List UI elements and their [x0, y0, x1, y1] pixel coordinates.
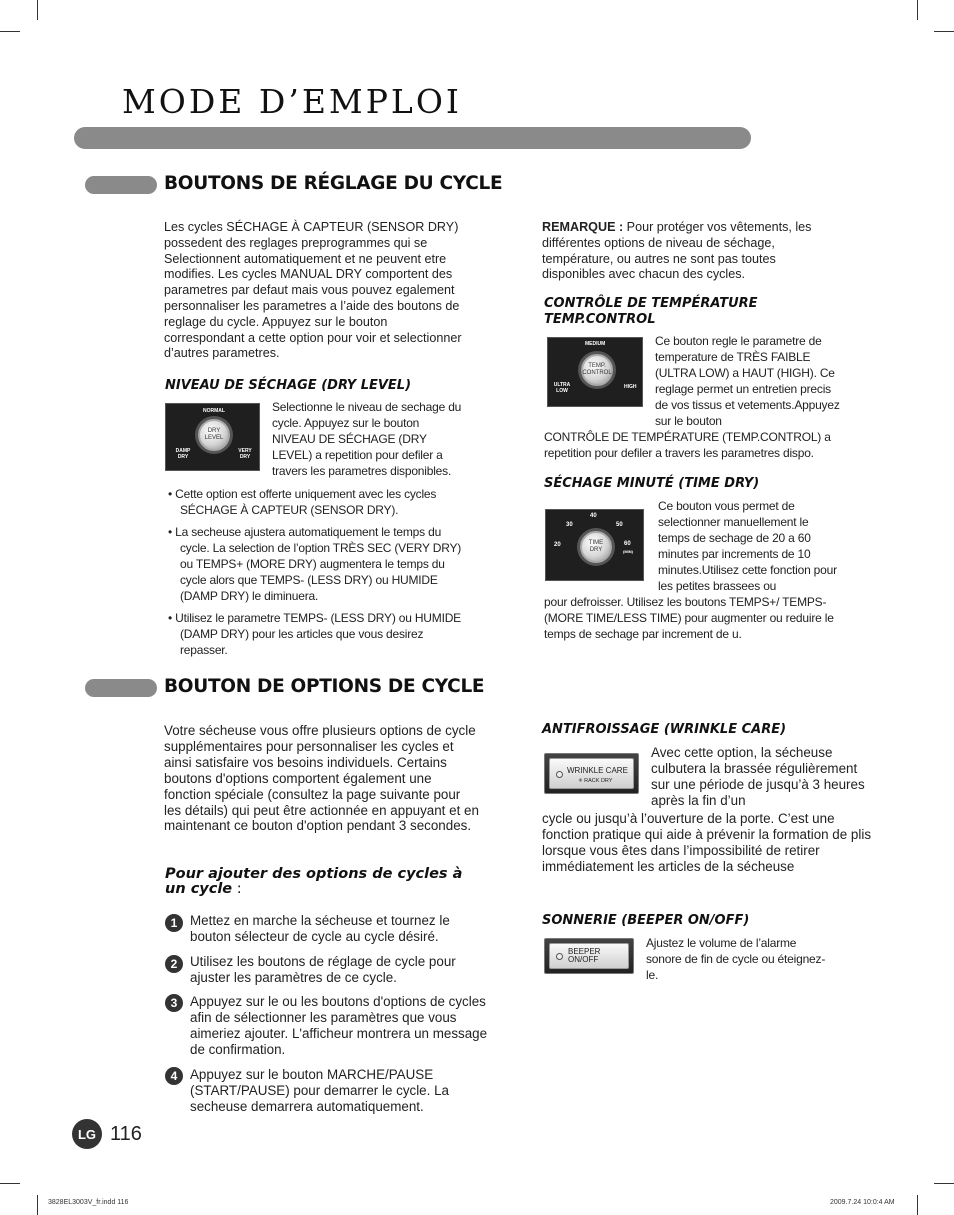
wrinkle-care-title: ANTIFROISSAGE (WRINKLE CARE) — [542, 722, 787, 737]
crop-mark — [917, 1195, 918, 1215]
page-number: 116 — [110, 1123, 142, 1145]
wrinkle-care-button-face — [549, 758, 634, 789]
section-heading-cycle-options: BOUTON DE OPTIONS DE CYCLE — [164, 676, 485, 697]
led-indicator — [556, 771, 563, 778]
beeper-button-face — [549, 943, 629, 969]
dry-level-bullets — [166, 486, 466, 658]
time-dry-text-full: pour defroisser. Utilisez les boutons TEMPS+/ TEMPS- (MORE TIME/LESS TIME) pour augmenter ou reduire le temps de sechage par increment de u. — [544, 595, 834, 641]
time-dry-knob: TIME DRY — [580, 531, 612, 563]
step-text-4: Appuyez sur le bouton MARCHE/PAUSE (START/PAUSE) pour demarrer le cycle. La secheuse demarrera automatiquement. — [190, 1067, 449, 1114]
temp-control-text-full: CONTRÔLE DE TEMPÉRATURE (TEMP.CONTROL) a repetition pour defiler a travers les parametres dispo. — [544, 430, 831, 460]
crop-mark — [0, 31, 20, 32]
step-text-3: Appuyez sur le ou les boutons d'options de cycles afin de sélectionner les paramètres que vous aimeriez ajouter. L'afficheur montrera un message de confirmation. — [190, 994, 488, 1057]
step-text-2: Utilisez les boutons de réglage de cycle pour ajuster les paramètres de ce cycle. — [190, 954, 456, 985]
temp-control-knob: TEMP. CONTROL — [581, 354, 613, 386]
time-dry-title: SÉCHAGE MINUTÉ (TIME DRY) — [544, 476, 760, 491]
remarque-label: REMARQUE : — [542, 220, 624, 234]
dry-level-panel-image — [165, 403, 260, 471]
wrinkle-care-button-image — [544, 753, 639, 794]
footer-date: 2009.7.24 10:0:4 AM — [830, 1199, 895, 1206]
beeper-button-image — [544, 938, 634, 974]
panel-label-normal: NORMAL — [203, 408, 225, 414]
panel-label-very-dry: VERY DRY — [238, 448, 252, 460]
panel-label-60: 60 — [624, 541, 631, 547]
panel-label-min: (MIN) — [623, 549, 633, 554]
beeper-label-2: ON/OFF — [568, 955, 599, 964]
dry-level-knob: DRY LEVEL — [198, 419, 230, 451]
step-number-3: 3 — [165, 994, 183, 1012]
remarque-text: Pour protéger vos vêtements, les différentes options de niveau de séchage, température, ou autres ne sont pas toutes disponibles avec chacun des cycles. — [542, 220, 812, 282]
footer-file-info: 3828EL3003V_fr.indd 116 — [48, 1199, 129, 1206]
time-dry-panel-image — [545, 509, 644, 581]
bullet-item: • La secheuse ajustera automatiquement le temps du cycle. La selection de l’option TRÈS SEC (VERY DRY) ou TEMPS+ (MORE DRY) augmentera le temps du cycle alors que TEMPS- (LESS DRY) ou HUMIDE (DAMP DRY) le diminuera. — [168, 525, 462, 603]
bullet-item: • Utilisez le parametre TEMPS- (LESS DRY) ou HUMIDE (DAMP DRY) pour les articles que vous desirez repasser. — [168, 611, 461, 657]
temp-control-panel-image — [547, 337, 643, 407]
crop-mark — [0, 1183, 20, 1184]
step-number-4: 4 — [165, 1067, 183, 1085]
crop-mark — [934, 31, 954, 32]
dry-level-text: Selectionne le niveau de sechage du cycle. Appuyez sur le bouton NIVEAU DE SÉCHAGE (DRY LEVEL) a repetition pour defiler a travers les parametres disponibles. — [272, 400, 462, 478]
temp-control-title: CONTRÔLE DE TEMPÉRATURE TEMP.CONTROL — [544, 296, 758, 327]
temp-control-text-side: Ce bouton regle le parametre de temperature de TRÈS FAIBLE (ULTRA LOW) a HAUT (HIGH). Ce reglage permet un entretien precis de vos tissus et vetements.Appuyez sur le bouton — [655, 334, 840, 428]
time-dry-text-side: Ce bouton vous permet de selectionner manuellement le temps de sechage de 20 a 60 minutes par increments de 10 minutes.Utilisez cette fonction pour les petites brassees ou — [658, 499, 837, 593]
section-pill — [85, 679, 157, 697]
panel-label-20: 20 — [554, 542, 561, 548]
beeper-text: Ajustez le volume de l’alarme sonore de fin de cycle ou éteignez-le. — [646, 936, 826, 982]
panel-label-damp-dry: DAMP DRY — [175, 448, 191, 460]
remarque-note — [542, 220, 812, 283]
rack-dry-label: ✳ RACK DRY — [578, 778, 613, 784]
section-heading-cycle-settings: BOUTONS DE RÉGLAGE DU CYCLE — [164, 173, 503, 194]
panel-label-40: 40 — [590, 513, 597, 519]
panel-label-medium: MEDIUM — [585, 341, 606, 347]
lg-logo: LG — [72, 1119, 102, 1149]
crop-mark — [37, 1195, 38, 1215]
add-options-title: Pour ajouter des options de cycles à un cycle : — [165, 866, 463, 897]
led-indicator — [556, 953, 563, 960]
beeper-label-1: BEEPER — [568, 947, 601, 956]
step-text-1: Mettez en marche la sécheuse et tournez le bouton sélecteur de cycle au cycle désiré. — [190, 913, 450, 944]
crop-mark — [917, 0, 918, 20]
dry-level-title: NIVEAU DE SÉCHAGE (DRY LEVEL) — [165, 378, 412, 393]
cycle-options-intro: Votre sécheuse vous offre plusieurs options de cycle supplémentaires pour personnaliser les cycles et ainsi satisfaire vos besoins individuels. Certains boutons d'options comportent également une fonction spéciale (consultez la page suivante pour les détails) qui peut être actionnée en appuyant et en maintenant ce bouton d'option pendant 3 secondes. — [164, 723, 479, 834]
panel-label-50: 50 — [616, 522, 623, 528]
panel-label-30: 30 — [566, 522, 573, 528]
crop-mark — [37, 0, 38, 20]
crop-mark — [934, 1183, 954, 1184]
cycle-settings-intro: Les cycles SÉCHAGE À CAPTEUR (SENSOR DRY) possedent des reglages preprogrammes qui se Selectionnent automatiquement et ne peuvent etre modifies. Les cycles MANUAL DRY comportent des parametres par defaut mais vous pouvez egalement personnaliser les parametres a l’aide des boutons de reglage du cycle. Appuyez sur le bouton correspondant a cette option pour voir et selectionner d’autres parametres. — [164, 220, 462, 361]
step-number-2: 2 — [165, 955, 183, 973]
panel-label-ultra-low: ULTRA LOW — [553, 382, 571, 394]
title-bar — [74, 127, 751, 149]
wrinkle-care-text-full: cycle ou jusqu’à l’ouverture de la porte. C’est une fonction pratique qui aide à prévenir la formation de plis lorsque vous êtes dans l’impossibilité de retirer immédiatement les articles de la sécheuse — [542, 811, 872, 874]
step-number-1: 1 — [165, 914, 183, 932]
page-title: MODE D’EMPLOI — [122, 82, 462, 121]
section-pill — [85, 176, 157, 194]
wrinkle-care-text-side: Avec cette option, la sécheuse culbutera la brassée régulièrement sur une période de jusqu’à 3 heures après la fin d’un — [651, 745, 865, 808]
bullet-item: • Cette option est offerte uniquement avec les cycles SÉCHAGE À CAPTEUR (SENSOR DRY). — [168, 487, 437, 517]
wrinkle-care-label: WRINKLE CARE — [567, 766, 628, 775]
panel-label-high: HIGH — [624, 384, 637, 390]
beeper-title: SONNERIE (BEEPER ON/OFF) — [542, 913, 750, 928]
